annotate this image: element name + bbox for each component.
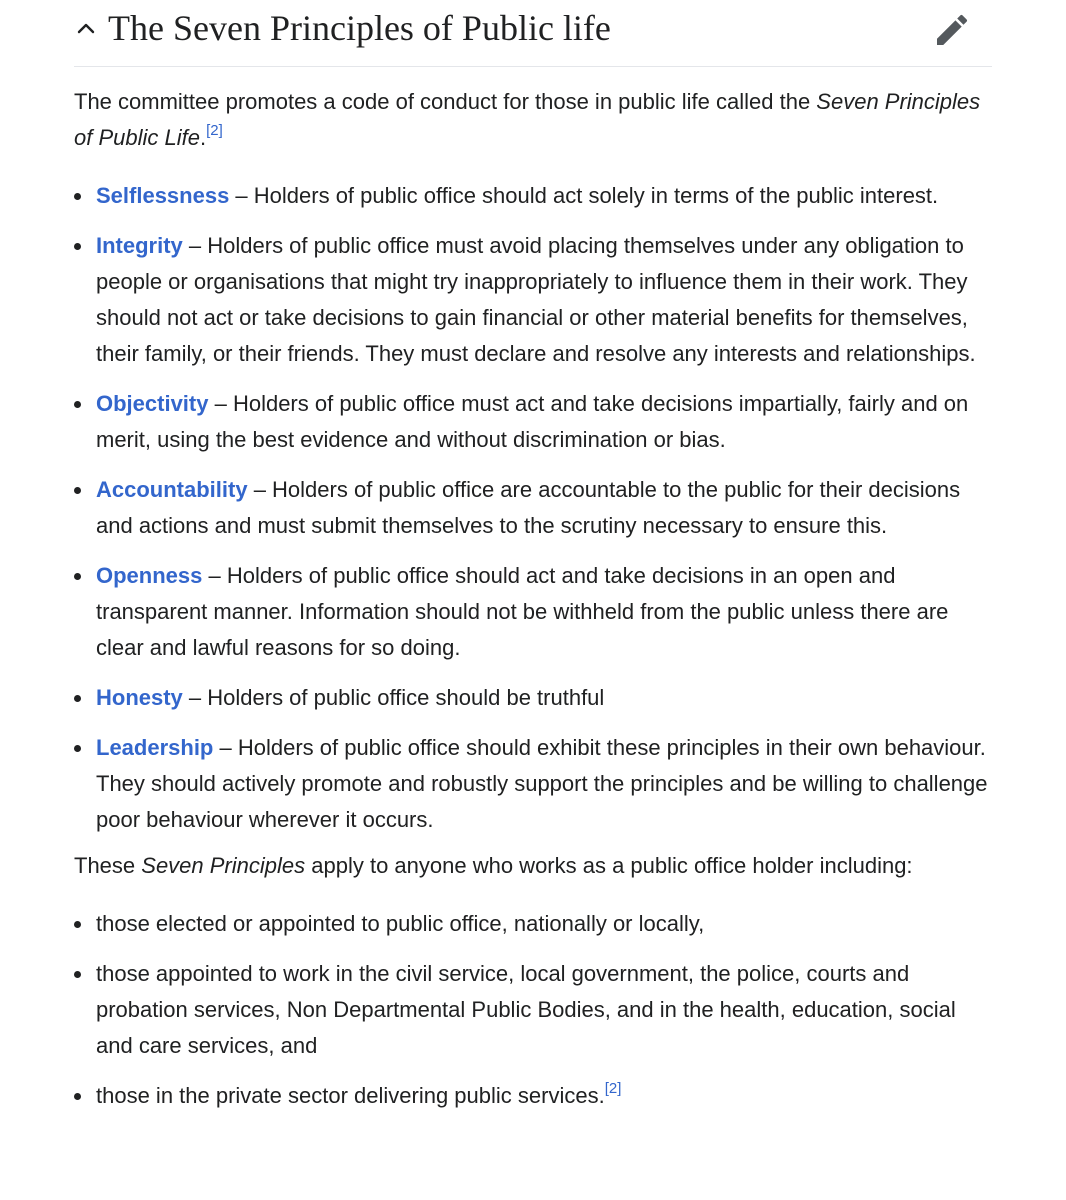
list-item-text: those in the private sector delivering public services. [96,1083,605,1108]
principle-item-integrity [74,228,994,372]
office-holders-list [74,906,994,1114]
intro-end: . [199,125,207,150]
principle-link-accountability[interactable]: Accountability [96,477,248,502]
principle-description: – Holders of public office should act solely in terms of the public interest. [229,183,939,208]
principle-item-accountability [74,472,994,544]
list-item [74,956,994,1064]
principle-item-leadership [74,730,994,838]
section-content [74,84,994,1128]
section-header [74,0,992,67]
principle-link-selflessness[interactable]: Selflessness [96,183,230,208]
list-item-text: those appointed to work in the civil service, local government, the police, courts and probation services, Non Departmental Public Bodies, and in the health, education, social and care services, and [96,961,956,1058]
list-item-text: those elected or appointed to public office, nationally or locally, [96,911,705,936]
pencil-icon[interactable] [932,10,972,50]
principle-link-honesty[interactable]: Honesty [96,685,183,710]
principle-description: – Holders of public office must act and take decisions impartially, fairly and on merit, using the best evidence and without discrimination or bias. [96,391,969,452]
principles-list [74,178,994,838]
citation-link[interactable]: [2] [206,121,223,139]
applies-before: These [74,853,142,878]
applies-emphasis: Seven Principles [141,853,306,878]
list-item [74,906,994,942]
principle-item-openness [74,558,994,666]
principle-description: – Holders of public office are accountable to the public for their decisions and actions and must submit themselves to the scrutiny necessary to ensure this. [96,477,961,538]
chevron-up-icon[interactable] [74,16,98,40]
principle-link-integrity[interactable]: Integrity [96,233,183,258]
principle-description: – Holders of public office should exhibit these principles in their own behaviour. They should actively promote and robustly support the principles and be willing to challenge poor behaviour wherever it occurs. [96,735,988,832]
principle-description: – Holders of public office should be truthful [182,685,605,710]
principle-link-objectivity[interactable]: Objectivity [96,391,209,416]
citation-link[interactable]: [2] [604,1079,622,1097]
principle-item-honesty [74,680,994,716]
principle-description: – Holders of public office should act and take decisions in an open and transparent manner. Information should not be withheld from the public unless there are clear and lawful reasons for so doing. [96,563,949,660]
holder-citation [605,1080,622,1097]
principle-link-leadership[interactable]: Leadership [96,735,214,760]
principle-item-selflessness [74,178,994,214]
applies-after: apply to anyone who works as a public office holder including: [305,853,913,878]
principle-link-openness[interactable]: Openness [96,563,203,588]
intro-citation [206,122,223,139]
intro-emphasis: Seven Principles of Public Life [74,89,981,150]
intro-paragraph [74,84,994,156]
principle-description: – Holders of public office must avoid placing themselves under any obligation to people or organisations that might try inappropriately to influence them in their work. They should not act or take decisions to gain financial or other material benefits for themselves, their family, or their friends. They must declare and resolve any interests and relationships. [96,233,976,366]
intro-text: The committee promotes a code of conduct for those in public life called the [74,89,817,114]
applies-paragraph [74,848,994,884]
section-title: The Seven Principles of Public life [108,8,611,48]
list-item [74,1078,994,1114]
principle-item-objectivity [74,386,994,458]
